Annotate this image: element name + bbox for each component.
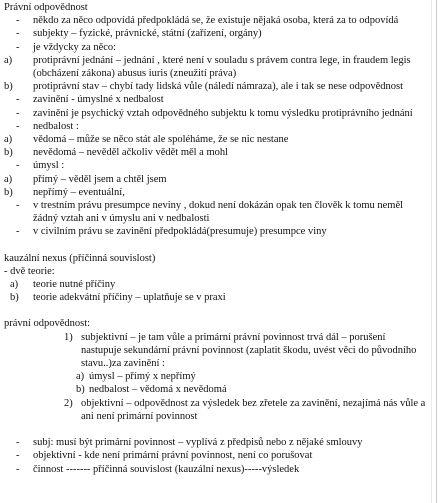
bullet-dash: - (16, 41, 20, 53)
list-marker: a) (4, 173, 13, 185)
list-marker: a) (10, 279, 19, 291)
list-item (4, 186, 440, 199)
list-marker: b) (4, 81, 13, 93)
list-item (4, 54, 440, 80)
bullet-dash: - (16, 463, 20, 475)
bullet-item (4, 436, 440, 449)
item-text: zavinění je psychický vztah odpovědného subjektu k tomu výsledku protiprávního jednání (33, 107, 413, 119)
list-marker: b) (10, 292, 19, 304)
list-item (4, 146, 440, 159)
list-item (4, 278, 440, 291)
list-item (4, 383, 440, 396)
blank-line (4, 304, 440, 317)
item-text: teorie nutné příčiny (33, 279, 116, 291)
item-text: někdo za něco odpovídá předpokládá se, že existuje nějaká osoba, která za to odpovídá (33, 15, 399, 27)
list-marker: a) (4, 134, 13, 146)
item-text: úmysl : (33, 160, 65, 172)
text-line: právní odpovědnost: (4, 318, 91, 330)
bullet-item (4, 463, 440, 476)
item-text: objektivní – odpovědnost za výsledek bez zřetele za zavinění, nezajímá nás vůle a ani není primární povinnost (81, 397, 426, 422)
item-text: protiprávní jednání – jednání , které není v souladu s právem contra lege, in fraudem legis (obcházení zákona) abusus iuris (zneužití práva) (33, 54, 411, 80)
bullet-dash: - (16, 120, 20, 132)
item-text: teorie adekvátní příčiny – uplatňuje se v praxi (33, 292, 226, 304)
bullet-item (4, 225, 440, 238)
blank-line (4, 423, 440, 436)
item-text: nedbalost : (33, 120, 79, 132)
item-text: nevědomá – nevěděl ačkoliv vědět měl a mohl (33, 147, 229, 159)
item-text: úmysl – přímý x nepřímý (89, 371, 196, 383)
item-text: je vždycky za něco: (33, 41, 117, 53)
bullet-item (4, 93, 440, 106)
bullet-item (4, 41, 440, 54)
item-text: nepřímý – eventuální, (33, 186, 125, 198)
text-line: - dvě teorie: (4, 265, 55, 277)
bullet-item (4, 159, 440, 172)
list-item (4, 80, 440, 93)
list-marker: 2) (64, 397, 73, 409)
bullet-item (4, 27, 440, 40)
bullet-dash: - (16, 226, 20, 238)
page-guide-line (431, 0, 432, 503)
bullet-item (4, 14, 440, 27)
bullet-item (4, 120, 440, 133)
item-text: zavinění - úmyslné x nedbalost (33, 94, 164, 106)
bullet-dash: - (16, 107, 20, 119)
item-text: vědomá – může se něco stát ale spoléháme, že se nic nestane (33, 134, 289, 146)
list-marker: a) (4, 54, 13, 66)
bullet-dash: - (16, 160, 20, 172)
list-item (4, 397, 440, 423)
item-text: subjekty – fyzické, právnické, státní (zařízení, orgány) (33, 28, 262, 40)
page-border (436, 0, 437, 503)
bullet-dash: - (16, 28, 20, 40)
list-item (4, 331, 440, 371)
item-text: nedbalost – vědomá x nevědomá (89, 384, 227, 396)
list-marker: b) (4, 147, 13, 159)
item-text: subj: musí být primární povinnost – vyplívá z předpisů nebo z nějaké smlouvy (33, 437, 363, 449)
bullet-dash: - (16, 94, 20, 106)
document-heading: Právní odpovědnost (4, 2, 88, 13)
bullet-item (4, 199, 440, 225)
item-text: protiprávní stav – chybí tady lidská vůle (náledí námraza), ale i tak se nese odpovědnost (33, 81, 404, 93)
list-item (4, 291, 440, 304)
item-text: v civilním právu se zavinění předpokládá(presumuje) presumpce viny (33, 226, 327, 238)
item-text: přímý – věděl jsem a chtěl jsem (33, 173, 167, 185)
item-text: objektivní - kde není primární právní povinnost, není co porušovat (33, 450, 313, 462)
item-text: činnost ------- příčinná souvislost (kauzální nexus)-----výsledek (33, 463, 300, 475)
bullet-dash: - (16, 437, 20, 449)
bullet-item (4, 449, 440, 462)
bullet-dash: - (16, 450, 20, 462)
list-marker: b) (76, 384, 85, 396)
item-text: subjektivní – je tam vůle a primární právní povinnost trvá dál – porušení nastupuje sekundární právní povinnost (zaplatit škodu, uvést věci do původního stavu..)za zavinění : (81, 331, 417, 370)
item-text: v trestním právu presumpce neviny , dokud není dokázán opak ten člověk k tomu neměl žádný vztah ani v úmyslu ani v nedbalosti (33, 200, 404, 225)
text-line: kauzální nexus (příčinná souvislost) (4, 252, 156, 264)
list-marker: a) (76, 371, 85, 383)
list-marker: b) (4, 186, 13, 198)
list-item (4, 133, 440, 146)
list-marker: 1) (64, 331, 73, 343)
blank-line (4, 239, 440, 252)
bullet-dash: - (16, 200, 20, 212)
bullet-item (4, 107, 440, 120)
list-item (4, 370, 440, 383)
bullet-dash: - (16, 15, 20, 27)
list-item (4, 173, 440, 186)
